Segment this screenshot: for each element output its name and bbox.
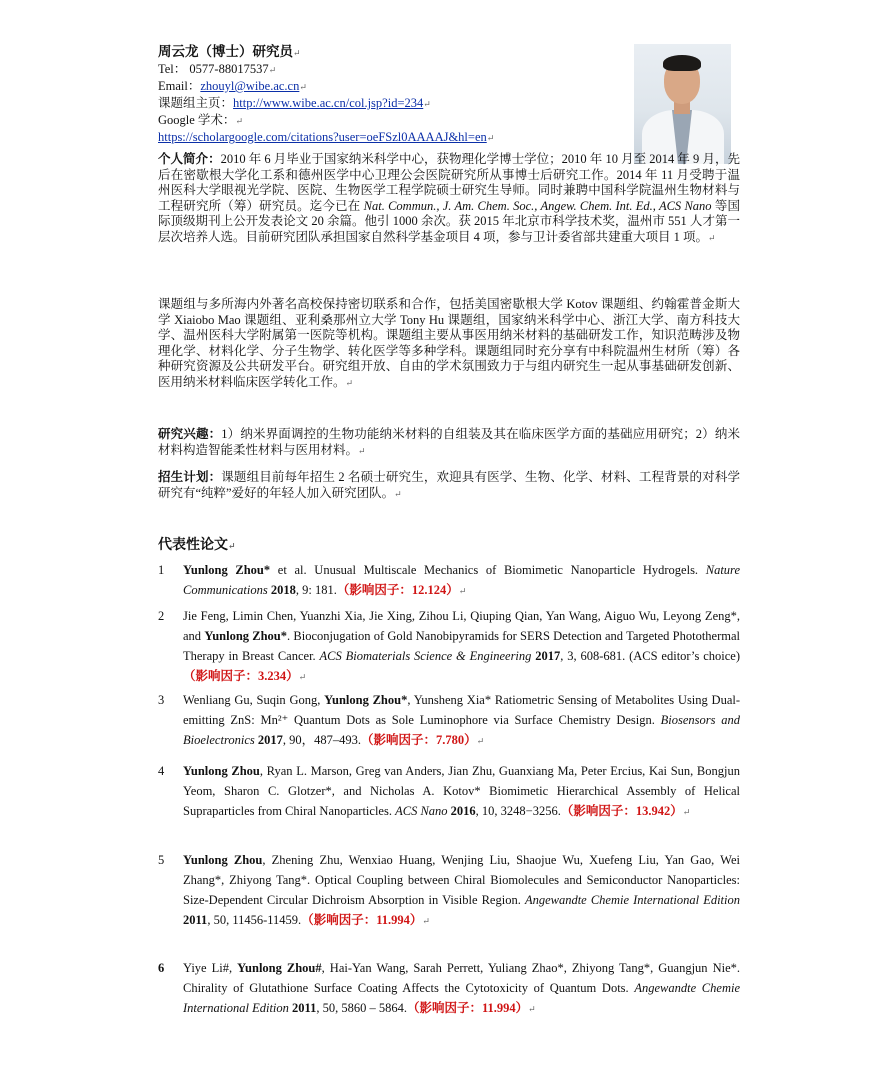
interests-label: 研究兴趣： — [158, 427, 222, 441]
contact-header — [158, 44, 618, 146]
impact-factor: （影响因子：7.780） — [361, 733, 477, 747]
paper-number: 4 — [158, 764, 165, 778]
research-interests-paragraph: 研究兴趣：1）纳米界面调控的生物功能纳米材料的自组装及其在临床医学方面的基础应用研究；2）纳米材料构造智能柔性材料与医用材料。↵ — [158, 427, 740, 457]
paper-number: 6 — [158, 961, 165, 975]
profile-name: 周云龙（博士）研究员↵ — [158, 44, 301, 59]
recruit-label: 招生计划： — [158, 470, 222, 484]
paper-number: 2 — [158, 609, 165, 623]
email-link[interactable]: zhouyl@wibe.ac.cn — [200, 79, 300, 93]
paper-number: 3 — [158, 693, 165, 707]
impact-factor: （影响因子：12.124） — [336, 583, 459, 597]
paper-item: 5 Yunlong Zhou, Zhening Zhu, Wenxiao Huang, Wenjing Liu, Shaojue Wu, Xuefeng Liu, Yan Gao, Wei Zhang*, Zhiyong Tang*. Optical Coupling between Chiral Biomolecules and Semiconductor Nanoparticles: Size-Dependent Circular Dichroism Absorption in Visible Region. Angewandte Chemie International Edition 2011, 50, 11456-11459.（影响因子：11.994）↵ — [158, 850, 740, 931]
impact-factor: （影响因子：3.234） — [183, 669, 299, 683]
recruitment-paragraph: 招生计划：课题组目前每年招生 2 名硕士研究生，欢迎具有医学、生物、化学、材料、工程背景的对科学研究有“纯粹”爱好的年轻人加入研究团队。↵ — [158, 470, 740, 500]
collaboration-paragraph: 课题组与多所海内外著名高校保持密切联系和合作，包括美国密歇根大学 Kotov 课题组、约翰霍普金斯大学 Xiaiobo Mao 课题组、亚利桑那州立大学 Tony Hu 课题组，国家纳米科学中心、浙江大学、南方科技大学、温州医科大学附属第一医院等机构。课题组主要从事医用纳米材料的基础研发工作，知识范畴涉及物理化学、材料化学、分子生物学、转化医学等多种学科。课题组同时充分享有中科院温州生材所（筹）各种研究资源及公共研发平台。研究组开放、自由的学术氛围致力于与组内研究生一起从事基础研发创新、医用纳米材料临床医学转化工作。↵ — [158, 297, 740, 389]
paper-item: 2 Jie Feng, Limin Chen, Yuanzhi Xia, Jie Xing, Zihou Li, Qiuping Qian, Yan Wang, Aiguo Wu, Leyong Zeng*, and Yunlong Zhou*. Bioconjugation of Gold Nanobipyramids for SERS Detection and Targeted Photothermal Therapy in Breast Cancer. ACS Biomaterials Science & Engineering 2017, 3, 608-681. (ACS editor’s choice)（影响因子：3.234）↵ — [158, 606, 740, 687]
bio-label: 个人简介： — [158, 152, 221, 166]
paper-number: 1 — [158, 563, 165, 577]
paper-item: 3 Wenliang Gu, Suqin Gong, Yunlong Zhou*, Yunsheng Xia* Ratiometric Sensing of Metabolites Using Dual-emitting ZnS: Mn²⁺ Quantum Dots as Sole Luminophore via Surface Chemistry Design. Biosensors and Bioelectronics 2017, 90，487–493.（影响因子：7.780）↵ — [158, 690, 740, 751]
homepage-link[interactable]: http://www.wibe.ac.cn/col.jsp?id=234 — [233, 96, 424, 110]
impact-factor: （影响因子：13.942） — [560, 804, 683, 818]
email-line: Email：zhouyl@wibe.ac.cn↵ — [158, 79, 307, 93]
tel-value: 0577-88017537 — [189, 62, 269, 76]
papers-section-title: 代表性论文↵ — [158, 538, 236, 553]
bio-paragraph: 个人简介：2010 年 6 月毕业于国家纳米科学中心，获物理化学博士学位；2010 年 10 月至 2014 年 9 月，先后在密歇根大学化工系和德州医学中心卫理公会医院研究所从事博士后研究工作。2014 年 11 月受聘于温州医科大学眼视光学院、医院、生物医学工程学院硕士研究生导师。同时兼聘中国科学院温州生物材料与工程研究所（筹）研究员。迄今已在 Nat. Commun., J. Am. Chem. Soc., Angew. Chem. Int. Ed., ACS Nano 等国际顶级期刊上公开发表论文 20 余篇。他引 1000 余次。获 2015 年北京市科学技术奖，温州市 551 人才第一层次培养人选。目前研究团队承担国家自然科学基金项目 4 项，参与卫计委省部共建重大项目 1 项。↵ — [158, 152, 740, 244]
paper-item: 6 Yiye Li#, Yunlong Zhou#, Hai-Yan Wang, Sarah Perrett, Yuliang Zhao*, Zhiyong Tang*, Guangjun Nie*. Chirality of Glutathione Surface Coating Affects the Cytotoxicity of Quantum Dots. Angewandte Chemie International Edition 2011, 50, 5860 – 5864.（影响因子：11.994）↵ — [158, 958, 740, 1019]
journal-list: Nat. Commun., J. Am. Chem. Soc., Angew. Chem. Int. Ed., ACS Nano — [363, 198, 712, 213]
homepage-line: 课题组主页：http://www.wibe.ac.cn/col.jsp?id=234↵ — [158, 96, 431, 110]
impact-factor: （影响因子：11.994） — [301, 913, 423, 927]
paper-number: 5 — [158, 853, 165, 867]
google-scholar-label: Google 学术：↵ — [158, 113, 243, 127]
impact-factor: （影响因子：11.994） — [406, 1001, 529, 1015]
google-scholar-link[interactable]: https://scholargoogle.com/citations?user=oeFSzl0AAAAJ&hl=en — [158, 130, 487, 144]
google-line: https://scholargoogle.com/citations?user=oeFSzl0AAAAJ&hl=en↵ — [158, 130, 495, 144]
paper-item: 4 Yunlong Zhou, Ryan L. Marson, Greg van Anders, Jian Zhu, Guanxiang Ma, Peter Ercius, Kai Sun, Bongjun Yeom, Sharon C. Glotzer*, and Nicholas A. Kotov* Biomimetic Hierarchical Assembly of Helical Supraparticles from Chiral Nanoparticles. ACS Nano 2016, 10, 3248−3256.（影响因子：13.942）↵ — [158, 761, 740, 822]
tel-line: Tel： 0577-88017537↵ — [158, 62, 277, 76]
paper-item: 1 Yunlong Zhou* et al. Unusual Multiscale Mechanics of Biomimetic Nanoparticle Hydrogels. Nature Communications 2018, 9: 181.（影响因子：12.124）↵ — [158, 560, 740, 601]
profile-photo — [634, 44, 731, 164]
